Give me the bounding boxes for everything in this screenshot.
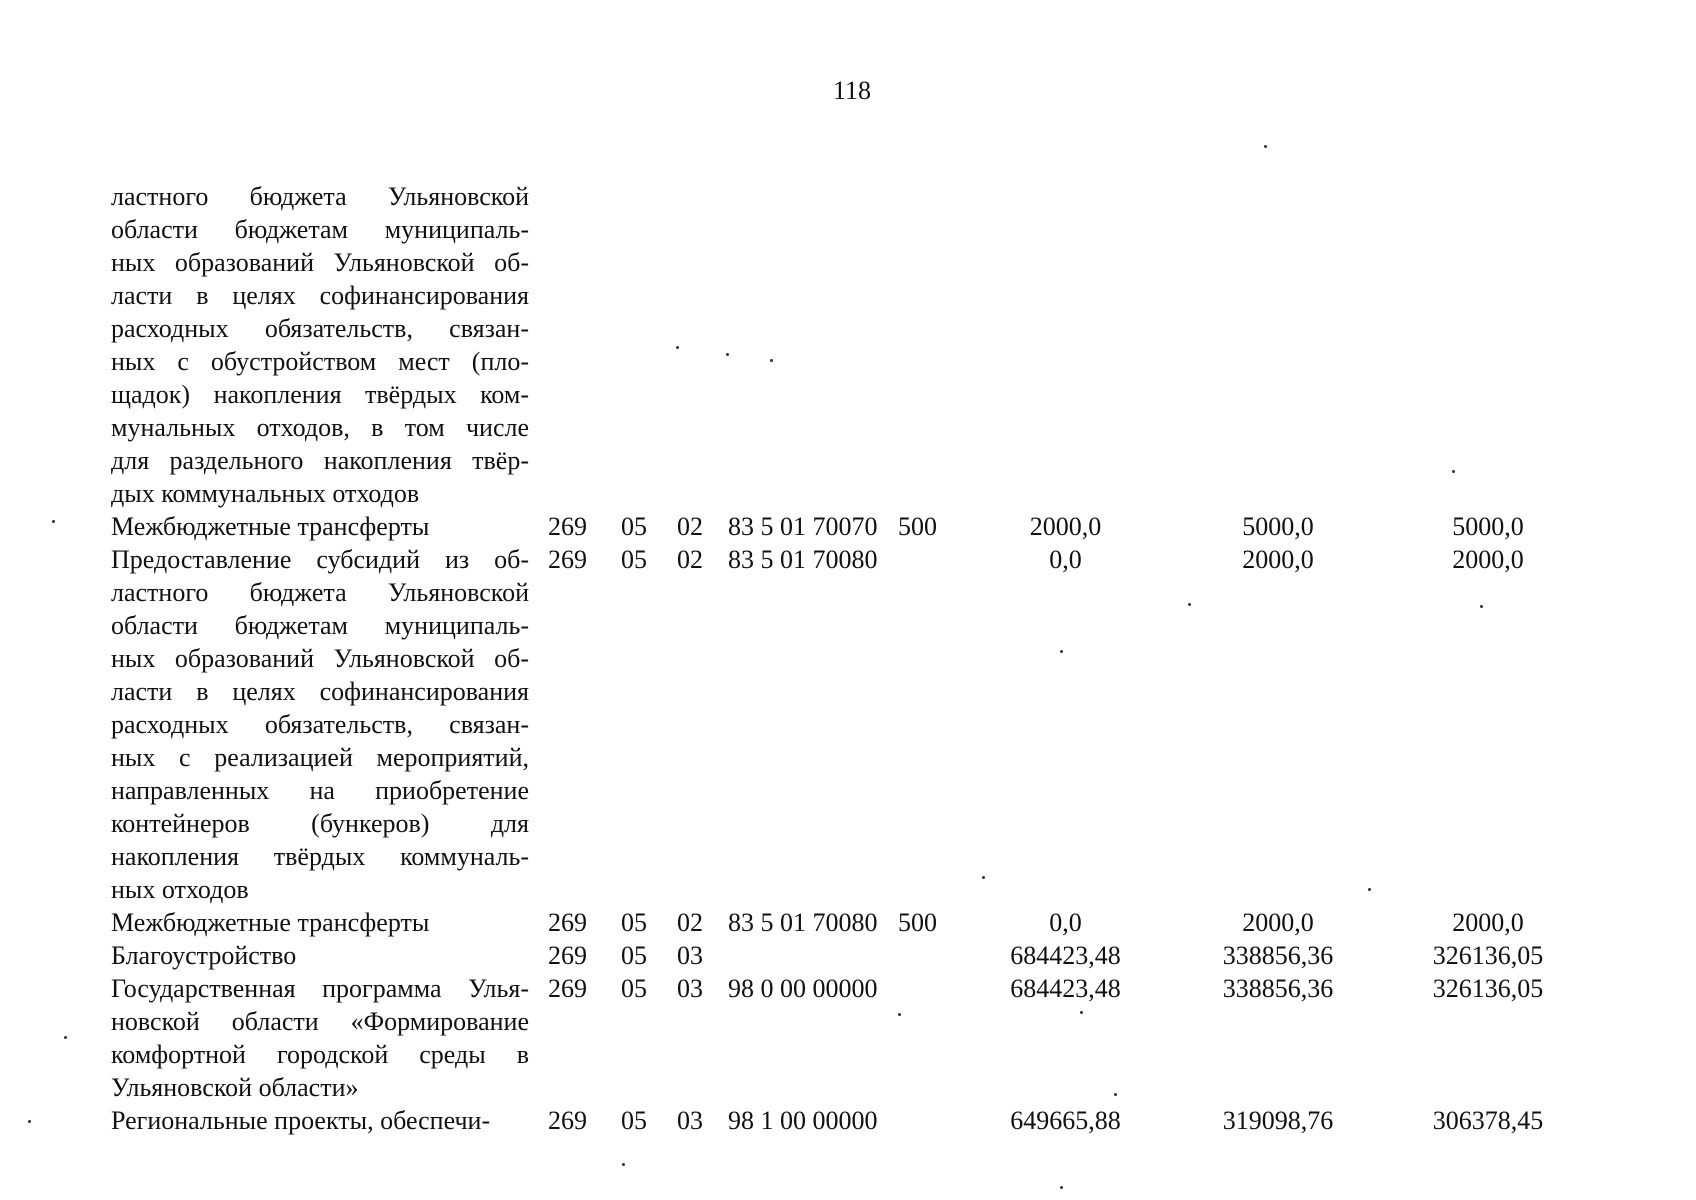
amount-year-2-cell: 338856,36 bbox=[1222, 941, 1334, 970]
item-name-cell bbox=[111, 1104, 529, 1137]
item-name-line: ласти в целях софинансирования bbox=[111, 281, 529, 310]
scan-speck bbox=[1188, 603, 1191, 606]
scan-speck bbox=[52, 520, 55, 523]
scan-speck bbox=[1264, 145, 1267, 148]
amount-year-3-cell: 306378,45 bbox=[1432, 1106, 1544, 1135]
item-name-line: области бюджетам муниципаль- bbox=[111, 611, 529, 640]
amount-year-3-cell bbox=[1383, 180, 1593, 510]
target-article-cell bbox=[718, 180, 898, 510]
amount-year-3-cell: 326136,05 bbox=[1432, 941, 1544, 970]
section-code-cell: 05 bbox=[621, 941, 647, 970]
department-code-cell bbox=[529, 180, 606, 510]
item-name-line: ластного бюджета Ульяновской bbox=[111, 182, 529, 211]
amount-year-3-cell: 326136,05 bbox=[1432, 974, 1544, 1003]
expense-type-cell bbox=[898, 543, 958, 906]
scan-speck bbox=[1480, 605, 1483, 608]
section-code-cell bbox=[606, 180, 662, 510]
scan-speck bbox=[64, 1036, 67, 1039]
department-code-cell: 269 bbox=[548, 1106, 587, 1135]
expense-type-cell: 500 bbox=[898, 908, 937, 937]
subsection-code-cell: 02 bbox=[677, 908, 703, 937]
amount-year-1-cell: 0,0 bbox=[1049, 545, 1082, 574]
amount-year-1-cell: 0,0 bbox=[1049, 908, 1082, 937]
target-article-cell: 98 0 00 00000 bbox=[728, 974, 878, 1003]
scan-speck bbox=[982, 876, 985, 879]
item-name-line: для раздельного накопления твёр- bbox=[111, 446, 529, 475]
item-name-line: дых коммунальных отходов bbox=[111, 479, 420, 508]
item-name-line: расходных обязательств, связан- bbox=[111, 314, 529, 343]
item-name-line: Благоустройство bbox=[111, 941, 297, 970]
department-code-cell: 269 bbox=[548, 512, 587, 541]
item-name-line: новской области «Формирование bbox=[111, 1007, 529, 1036]
department-code-cell: 269 bbox=[548, 941, 587, 970]
amount-year-3-cell: 2000,0 bbox=[1452, 908, 1524, 937]
scan-speck bbox=[770, 359, 773, 362]
table-row bbox=[111, 510, 1593, 543]
item-name-line: области бюджетам муниципаль- bbox=[111, 215, 529, 244]
table-body bbox=[111, 180, 1593, 1137]
target-article-cell: 83 5 01 70070 bbox=[728, 512, 878, 541]
department-code-cell: 269 bbox=[548, 908, 587, 937]
item-name-line: ных с реализацией мероприятий, bbox=[111, 743, 529, 772]
amount-year-2-cell: 2000,0 bbox=[1242, 545, 1314, 574]
scan-speck bbox=[1060, 650, 1063, 653]
section-code-cell: 05 bbox=[621, 974, 647, 1003]
item-name-line: ласти в целях софинансирования bbox=[111, 677, 529, 706]
scan-speck bbox=[898, 1013, 901, 1016]
amount-year-1-cell: 649665,88 bbox=[1010, 1106, 1121, 1135]
amount-year-2-cell: 2000,0 bbox=[1242, 908, 1314, 937]
section-code-cell: 05 bbox=[621, 1106, 647, 1135]
section-code-cell: 05 bbox=[621, 545, 647, 574]
department-code-cell: 269 bbox=[548, 545, 587, 574]
amount-year-1-cell: 684423,48 bbox=[1010, 941, 1121, 970]
section-code-cell: 05 bbox=[621, 512, 647, 541]
page-number: 118 bbox=[832, 76, 872, 105]
item-name-line: Межбюджетные трансферты bbox=[111, 512, 430, 541]
department-code-cell: 269 bbox=[548, 974, 587, 1003]
amount-year-2-cell: 338856,36 bbox=[1222, 974, 1334, 1003]
item-name-line: ных образований Ульяновской об- bbox=[111, 644, 529, 673]
item-name-line: Региональные проекты, обеспечи- bbox=[111, 1106, 491, 1135]
item-name-cell bbox=[111, 906, 529, 939]
item-name-line: Межбюджетные трансферты bbox=[111, 908, 430, 937]
budget-table bbox=[111, 180, 1593, 1137]
amount-year-2-cell bbox=[1173, 180, 1383, 510]
subsection-code-cell bbox=[662, 180, 718, 510]
item-name-line: Предоставление субсидий из об- bbox=[111, 545, 529, 574]
subsection-code-cell: 03 bbox=[677, 1106, 703, 1135]
item-name-line: накопления твёрдых коммуналь- bbox=[111, 842, 529, 871]
amount-year-3-cell: 5000,0 bbox=[1452, 512, 1524, 541]
section-code-cell: 05 bbox=[621, 908, 647, 937]
scan-speck bbox=[726, 353, 729, 356]
scan-speck bbox=[1114, 1093, 1117, 1096]
amount-year-1-cell: 684423,48 bbox=[1010, 974, 1121, 1003]
table-row bbox=[111, 180, 1593, 510]
expense-type-cell: 500 bbox=[898, 512, 937, 541]
subsection-code-cell: 03 bbox=[677, 941, 703, 970]
target-article-cell: 98 1 00 00000 bbox=[728, 1106, 878, 1135]
amount-year-2-cell: 5000,0 bbox=[1242, 512, 1314, 541]
amount-year-3-cell: 2000,0 bbox=[1452, 545, 1524, 574]
table-row bbox=[111, 906, 1593, 939]
item-name-cell bbox=[111, 510, 529, 543]
item-name-line: комфортной городской среды в bbox=[111, 1040, 529, 1069]
amount-year-1-cell: 2000,0 bbox=[1029, 512, 1102, 541]
item-name-line: Государственная программа Улья- bbox=[111, 974, 529, 1003]
amount-year-1-cell bbox=[958, 180, 1173, 510]
subsection-code-cell: 02 bbox=[677, 512, 703, 541]
item-name-cell bbox=[111, 972, 529, 1104]
table-row bbox=[111, 1104, 1593, 1137]
item-name-cell bbox=[111, 543, 529, 906]
item-name-line: мунальных отходов, в том числе bbox=[111, 413, 529, 442]
item-name-line: ных образований Ульяновской об- bbox=[111, 248, 529, 277]
table-row bbox=[111, 939, 1593, 972]
scan-speck bbox=[676, 346, 679, 349]
expense-type-cell bbox=[898, 180, 958, 510]
scan-speck bbox=[1060, 1186, 1063, 1189]
item-name-cell bbox=[111, 939, 529, 972]
table-row bbox=[111, 543, 1593, 906]
target-article-cell bbox=[718, 939, 898, 972]
item-name-cell bbox=[111, 180, 529, 510]
subsection-code-cell: 03 bbox=[677, 974, 703, 1003]
amount-year-2-cell: 319098,76 bbox=[1222, 1106, 1334, 1135]
scan-speck bbox=[622, 1163, 625, 1166]
item-name-line: контейнеров (бункеров) для bbox=[111, 809, 529, 838]
target-article-cell: 83 5 01 70080 bbox=[728, 908, 878, 937]
table-row bbox=[111, 972, 1593, 1104]
item-name-line: ластного бюджета Ульяновской bbox=[111, 578, 529, 607]
subsection-code-cell: 02 bbox=[677, 545, 703, 574]
item-name-line: ных с обустройством мест (пло- bbox=[111, 347, 529, 376]
scan-speck bbox=[1368, 888, 1371, 891]
expense-type-cell bbox=[898, 972, 958, 1104]
scan-speck bbox=[28, 1120, 31, 1123]
target-article-cell: 83 5 01 70080 bbox=[728, 545, 878, 574]
scan-speck bbox=[1452, 470, 1455, 473]
item-name-line: расходных обязательств, связан- bbox=[111, 710, 529, 739]
item-name-line: ных отходов bbox=[111, 875, 249, 904]
expense-type-cell bbox=[898, 939, 958, 972]
item-name-line: Ульяновской области» bbox=[111, 1073, 359, 1102]
item-name-line: направленных на приобретение bbox=[111, 776, 529, 805]
scan-speck bbox=[1080, 1011, 1083, 1014]
expense-type-cell bbox=[898, 1104, 958, 1137]
item-name-line: щадок) накопления твёрдых ком- bbox=[111, 380, 529, 409]
